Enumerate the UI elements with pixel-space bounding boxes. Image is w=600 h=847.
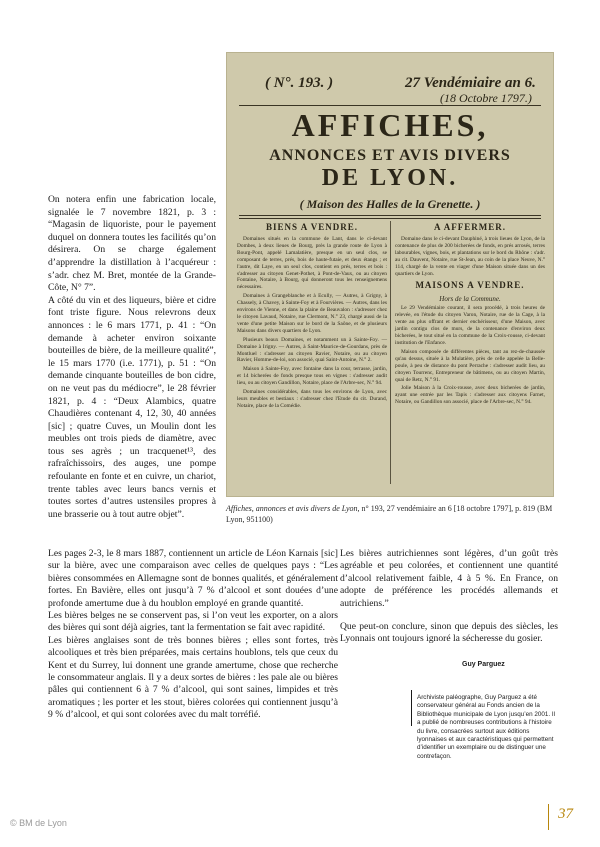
section-heading: MAISONS A VENDRE. (415, 280, 525, 291)
image-caption (226, 503, 566, 525)
author-bio: Archiviste paléographe, Guy Parguez a été conservateur général au Fonds ancien de la Bibliothèque municipale de Lyon jusqu’en 2001. Il a publié de nombreuses contributions à l’histoire du livre, consacrées surtout aux éditions lyonnaises et aux caractéristiques qui permettent d’identifier un exemplaire ou de distinguer une contrefaçon. (417, 694, 556, 760)
newspaper-subtitle: ( Maison des Halles de la Grenette. ) (299, 197, 481, 211)
paragraph: Les bières belges ne se conservent pas, si l’on veut les exporter, on a alors des bières qui sont déjà aigries, tant la fermentation se fait avec rapidité. (48, 610, 338, 634)
issue-number: ( N°. 193. ) (265, 75, 334, 91)
paragraph: Que peut-on conclure, sinon que depuis des siècles, les Lyonnais ont toujours ignoré la sécheresse du gosier. (340, 621, 558, 645)
section-subheading: Hors de la Commune. (439, 295, 501, 304)
paragraph: On notera enfin une fabrication locale, signalée le 7 novembre 1821, p. 3 : “Magasin de liquoriste, pour le payement duquel on donnera toutes les facilités qu’on désirera. On se charge également d’apprendre la distillation à l’acquéreur : s’adr. chez M. Bret, montée de la Grande-Côte, N° 7”. (48, 194, 216, 294)
advert: Domaines considérables, dans tous les environs de Lyon, avec leurs meubles et bestiaux : s'adresser chez l'Etude du cit. Durand, Notaire, place de la Comédie. (237, 389, 387, 409)
caption-title: Affiches, annonces et avis divers de Lyon (226, 504, 358, 513)
newspaper-title-line2: ANNONCES ET AVIS DIVERS (269, 147, 511, 164)
advert: Plusieurs beaux Domaines, et notamment un à Sainte-Foy. — Domaine à Irigny. — Autres, à Saint-Maurice-de-Gourdans, près de Montluel : s'adresser au citoyen Ravier, Notaire, ou au citoyen Ravier, Homme-de-loi, son associé, quai Saint-Antoine, N.° 2. (237, 336, 387, 364)
newspaper-title-line3: DE LYON. (321, 165, 459, 191)
advert: Domaines à Grangeblanche et à Ecully, — Autres, à Grigny, à Chassely, à Chavey, à Sainte-Foy et à Fourvières. — Autres, dans les environs de Vienne, et dans la plaine de Beauvalon : s'adresser chez le citoyen Lavaud, Notaire, rue Clermont, N.° 23, chargé aussi de la vente d'une petite Maison sur le bord de la Saône, et de plusieurs Maisons dans divers quartiers de Lyon. (237, 293, 387, 334)
advert: Le 29 Vendémiaire courant, il sera procédé, à trois heures de relevée, en l'étude du citoyen Varon, Notaire, rue de la Cage, à la vente au plus offrant et dernier enchérisseur, d'une Maison, avec jardin contigu clos de murs, de la contenance d'environ deux bicherées, le tout situé en la commune de la Croix-rousse, ci-devant institution de l'Enfance. (395, 305, 545, 346)
newspaper-column-right (395, 221, 545, 408)
section-heading: BIENS A VENDRE. (265, 222, 359, 232)
newspaper-title: AFFICHES, (291, 107, 489, 143)
divider (239, 215, 541, 216)
bottom-left-text (48, 548, 338, 722)
advert: Maison à Sainte-Foy, avec fontaine dans la cour, terrasse, jardin, et 14 bicherées de fonds presque tous en vignes : s'adresser audit lieu, ou au citoyen Gandillon, Notaire, place de l'Arbre-sec, N.° 94. (237, 366, 387, 387)
page-number-rule (548, 804, 549, 830)
copyright-credit: © BM de Lyon (10, 818, 67, 828)
issue-date: 27 Vendémiaire an 6. (405, 75, 536, 91)
advert: Maison composée de différentes pièces, tant au rez-de-chaussée qu'au dessus, située à la Mulatière, près de celle appelée la Belle-poule, à peu de distance du pont Perrache : s'adresser audit lieu, au citoyen Tourrenc, Entrepreneur de bâtimens, ou au citoyen Martin, quai de Retz, N.° 91. (395, 348, 545, 383)
right-column-text (340, 548, 558, 646)
advert: Domaines situés en la commune de Lant, dans le ci-devant Dombes, à deux lieues de Bourg, près la grande route de Lyon à Bourg-Pont, appelé Lamalatière, presque en un seul clos, se composant de terres, prés, bois de haute-futaie, et deux étangs ; et l'autre, dit Laye, en un seul clos, contient en prés, terres et bois : s'adresser au citoyen Genet-Pothet, à Pont-de-Vaux, ou au citoyen Fontaine, Notaire, à Bourg, qui donneront tous les renseignemens nécessaires. (237, 236, 387, 291)
section-heading: A AFFERMER. (433, 222, 506, 232)
newspaper-scan-image (226, 52, 554, 497)
newspaper-column-left (237, 221, 387, 412)
paragraph: A côté du vin et des liqueurs, bière et cidre font triste figure. Nous relevrons deux annonces : le 6 mars 1771, p. 41 : “On demande à acheter environ soixante bouteilles de bière, de la meilleure qualité”, le 15 mars 1770 (i.e. 1771), p. 51 : “On demande cinquante bouteilles de bon cidre, on ne veut pas du médiocre”, le 28 février 1821, p. 4 : “Deux Alambics, quatre Chaudières contenant 4, 12, 30, 40 années [sic] ; quatre Cuves, un Moulin dont les meubles ont trois pieds de diamètre, avec tous ses agrès ; un tracquenet¹³, des rafraîchissoirs, des auges, une pompe refoulante en fonte et en cuivre, un chariot, trente tables avec leurs bancs vernis et toutes sortes d’autres ustensiles propres à une brasserie ou à tout autre objet”. (48, 294, 216, 520)
paragraph: Les pages 2-3, le 8 mars 1887, contiennent un article de Léon Karnais [sic] sur la bière, avec une comparaison avec celles de quelques pays : “Les bières consommées en Allemagne sont de bonnes qualités, et généralement fortes. En Bavière, elles ont jusqu’à 7 % d’alcool et sont douées d’une profonde amertume due à du houblon employé en grande quantité. (48, 548, 338, 609)
column-divider (390, 221, 391, 484)
paragraph: Les bières anglaises sont de très bonnes bières ; elles sont fortes, très alcooliques et très bien préparées, mais certains houblons, tels que ceux du Kent et du Surrey, lui donnent une grande amertume, chose que recherche le consommateur anglais. Il y a deux sortes de bières : les pale ale ou bières pâles qui contiennent 6 à 7 % d’alcool, qui sont saines, limpides et très aromatiques ; les porter et les stout, bières colorées qui contiennent jusqu’à 9 % d’alcool, et qui sont colorées avec du malt torréfié. (48, 634, 338, 721)
divider (239, 218, 541, 219)
advert: Domaine dans le ci-devant Dauphiné, à trois lieues de Lyon, de la contenance de plus de 200 bicherées de fonds, en prés arrosés, terres labourables, vignes, bois, et plantations sur le bord du Rhône : s'adr. au cit. Dauvent, Notaire, rue St-Jean, au coin de la place Neuve, N.° 114, chargé de la vente en viager d'une Maison située dans un des quartiers de Lyon. (395, 236, 545, 277)
page-number: 37 (558, 806, 573, 822)
caption-details: , n° 193, 27 vendémiaire an 6 [18 octobre 1797], p. 819 (BM Lyon, 951100) (226, 504, 553, 524)
left-column-text (48, 194, 216, 521)
advert: Jolie Maison à la Croix-rousse, avec deux bicherées de jardin, ayant une entrée par les Tapis : s'adresser aux citoyens Farnet, Notaire, ou Gandillon son associé, place de l'Arbre-sec, N.° 94. (395, 385, 545, 406)
issue-date-gregorian: (18 Octobre 1797.) (440, 91, 532, 105)
divider (239, 105, 541, 106)
author-signature: Guy Parguez (462, 661, 505, 668)
paragraph: Les bières autrichiennes sont légères, d’un goût très agréable et peu colorées, et contiennent une quantité d’alcool relativement faible, 4 à 5 %. En France, on adopte de préférence les procédés allemands et autrichiens.” (340, 548, 558, 609)
newspaper-page (235, 59, 545, 490)
